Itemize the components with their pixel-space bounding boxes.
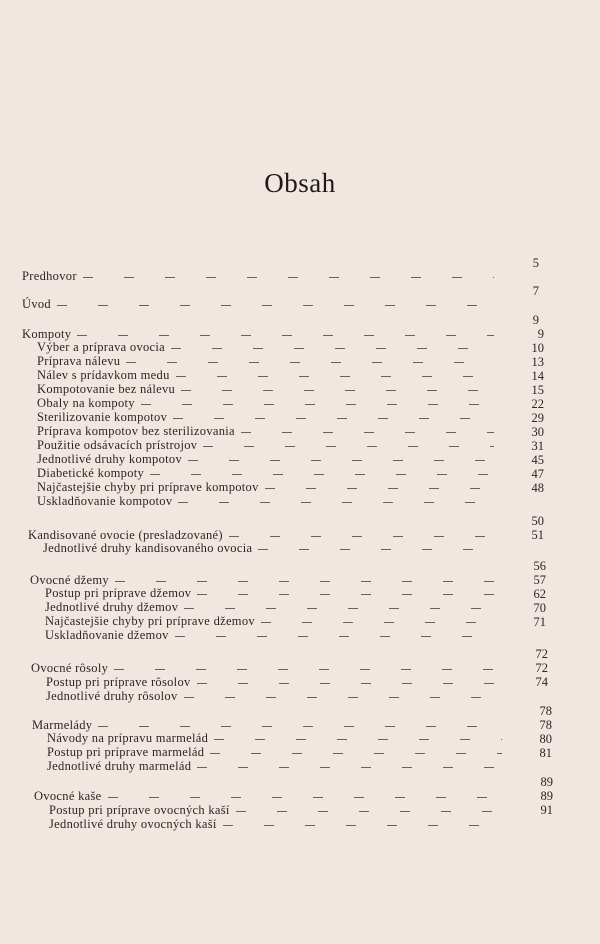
toc-page-number: 81 <box>539 746 552 760</box>
toc-page-number: 72 <box>535 661 548 675</box>
toc-entry-label: Použitie odsávacích prístrojov <box>37 438 198 452</box>
toc-entry <box>37 354 494 368</box>
toc-entry <box>37 466 494 480</box>
toc-entry <box>45 600 498 614</box>
dash-leader <box>178 502 494 503</box>
toc-entry <box>45 614 498 628</box>
toc-page-number: 72 <box>535 647 548 661</box>
toc-entry-label: Najčastejšie chyby pri príprave kompotov <box>37 480 259 494</box>
toc-page-number: 9 <box>537 327 544 341</box>
toc-page-number: 48 <box>531 481 544 495</box>
toc-page-number: 22 <box>531 397 544 411</box>
toc-entry-label: Obaly na kompoty <box>37 396 135 410</box>
dash-leader <box>98 726 502 727</box>
dash-leader <box>197 594 498 595</box>
dash-leader <box>57 305 494 306</box>
dash-leader <box>176 376 494 377</box>
toc-page-number: 89 <box>540 775 553 789</box>
toc-page-number: 5 <box>532 256 539 270</box>
toc-entry-label: Postup pri príprave rôsolov <box>46 675 191 689</box>
toc-page-number: 30 <box>531 425 544 439</box>
toc-page-number: 80 <box>539 732 552 746</box>
toc-entry <box>34 789 504 803</box>
dash-leader <box>229 536 494 537</box>
toc-entry <box>47 745 502 759</box>
toc-entry-label: Ovocné džemy <box>30 573 109 587</box>
toc-entry-label: Kandisované ovocie (presladzované) <box>28 528 223 542</box>
toc-entry-label: Jednotlivé druhy džemov <box>45 600 179 614</box>
toc-entry <box>32 718 502 732</box>
toc-page-number: 78 <box>539 718 552 732</box>
toc-page-number: 71 <box>533 615 546 629</box>
toc-page-number: 9 <box>532 313 539 327</box>
toc-entry-label: Jednotlivé druhy marmelád <box>47 759 192 773</box>
toc-entry <box>31 661 499 675</box>
toc-entry-label: Uskladňovanie džemov <box>45 628 169 642</box>
toc-entry <box>37 340 494 354</box>
dash-leader <box>223 825 504 826</box>
toc-entry-label: Ovocné rôsoly <box>31 661 109 675</box>
dash-leader <box>77 335 494 336</box>
toc-page-number: 89 <box>540 789 553 803</box>
toc-page-number: 47 <box>531 467 544 481</box>
dash-leader <box>181 390 494 391</box>
toc-entry-label: Postup pri príprave džemov <box>45 586 192 600</box>
toc-page-number: 74 <box>535 675 548 689</box>
toc-entry <box>43 541 494 555</box>
toc-entry <box>37 382 494 396</box>
dash-leader <box>114 669 499 670</box>
dash-leader <box>150 474 494 475</box>
toc-entry-label: Najčastejšie chyby pri príprave džemov <box>45 614 255 628</box>
toc-page-number: 29 <box>531 411 544 425</box>
toc-entry <box>37 410 494 424</box>
toc-page-number: 31 <box>531 439 544 453</box>
dash-leader <box>83 277 494 278</box>
toc-page-number: 78 <box>539 704 552 718</box>
toc-page-number: 13 <box>531 355 544 369</box>
dash-leader <box>241 432 494 433</box>
toc-entry <box>22 297 494 311</box>
toc-page-number: 57 <box>533 573 546 587</box>
dash-leader <box>175 636 498 637</box>
toc-entry <box>47 759 502 773</box>
toc-entry-label: Ovocné kaše <box>34 789 102 803</box>
toc-entry-label: Jednotlivé druhy rôsolov <box>46 689 178 703</box>
toc-entry <box>37 396 494 410</box>
dash-leader <box>173 418 494 419</box>
toc-entry-label: Jednotlivé druhy kandisovaného ovocia <box>43 541 253 555</box>
toc-entry <box>37 494 494 508</box>
dash-leader <box>108 797 504 798</box>
dash-leader <box>261 622 498 623</box>
toc-entry-label: Výber a príprava ovocia <box>37 340 166 354</box>
toc-page-number: 56 <box>533 559 546 573</box>
toc-entry <box>37 452 494 466</box>
toc-entry-label: Sterilizovanie kompotov <box>37 410 168 424</box>
toc-entry-label: Nálev s prídavkom medu <box>37 368 170 382</box>
toc-entry <box>49 803 504 817</box>
toc-page-number: 15 <box>531 383 544 397</box>
toc-entry-label: Jednotlivé druhy kompotov <box>37 452 182 466</box>
toc-page-number: 10 <box>531 341 544 355</box>
toc-entry-label: Kompoty <box>22 327 72 341</box>
toc-entry <box>37 424 494 438</box>
toc-entry-label: Postup pri príprave marmelád <box>47 745 205 759</box>
dash-leader <box>188 460 494 461</box>
toc-page-number: 91 <box>540 803 553 817</box>
toc-entry <box>46 689 499 703</box>
dash-leader <box>184 608 498 609</box>
toc-entry-label: Úvod <box>22 297 51 311</box>
dash-leader <box>197 767 502 768</box>
toc-entry-label: Uskladňovanie kompotov <box>37 494 173 508</box>
toc-entry-label: Diabetické kompoty <box>37 466 145 480</box>
dash-leader <box>265 488 494 489</box>
toc-entry <box>37 480 494 494</box>
toc-page-number: 45 <box>531 453 544 467</box>
dash-leader <box>197 683 499 684</box>
dash-leader <box>184 697 500 698</box>
toc-entry-label: Návody na prípravu marmelád <box>47 731 209 745</box>
toc-page-number: 14 <box>531 369 544 383</box>
toc-entry-label: Kompotovanie bez nálevu <box>37 382 176 396</box>
dash-leader <box>115 581 498 582</box>
dash-leader <box>126 362 494 363</box>
toc-entry <box>49 817 504 831</box>
toc-entry-label: Príprava kompotov bez sterilizovania <box>37 424 235 438</box>
dash-leader <box>141 404 494 405</box>
toc-page-number: 70 <box>533 601 546 615</box>
toc-entry <box>30 573 498 587</box>
dash-leader <box>236 811 504 812</box>
toc-entry-label: Predhovor <box>22 269 77 283</box>
toc-entry <box>22 327 494 341</box>
toc-entry <box>22 269 494 283</box>
toc-entry <box>37 438 494 452</box>
toc-entry <box>45 628 498 642</box>
dash-leader <box>210 753 502 754</box>
toc-page-number: 7 <box>532 284 539 298</box>
dash-leader <box>171 348 494 349</box>
toc-entry-label: Príprava nálevu <box>37 354 121 368</box>
toc-page-number: 62 <box>533 587 546 601</box>
toc-entry-label: Jednotlivé druhy ovocných kaší <box>49 817 217 831</box>
toc-page-number: 51 <box>531 528 544 542</box>
toc-entry-label: Marmelády <box>32 718 93 732</box>
toc-page-number: 50 <box>531 514 544 528</box>
toc-entry <box>37 368 494 382</box>
toc-entry <box>28 528 494 542</box>
toc-entry <box>45 586 498 600</box>
toc-entry <box>46 675 499 689</box>
dash-leader <box>203 446 494 447</box>
toc-entry <box>47 731 502 745</box>
dash-leader <box>214 739 502 740</box>
toc-entry-label: Postup pri príprave ovocných kaší <box>49 803 230 817</box>
page-title: Obsah <box>264 168 336 198</box>
dash-leader <box>258 549 494 550</box>
